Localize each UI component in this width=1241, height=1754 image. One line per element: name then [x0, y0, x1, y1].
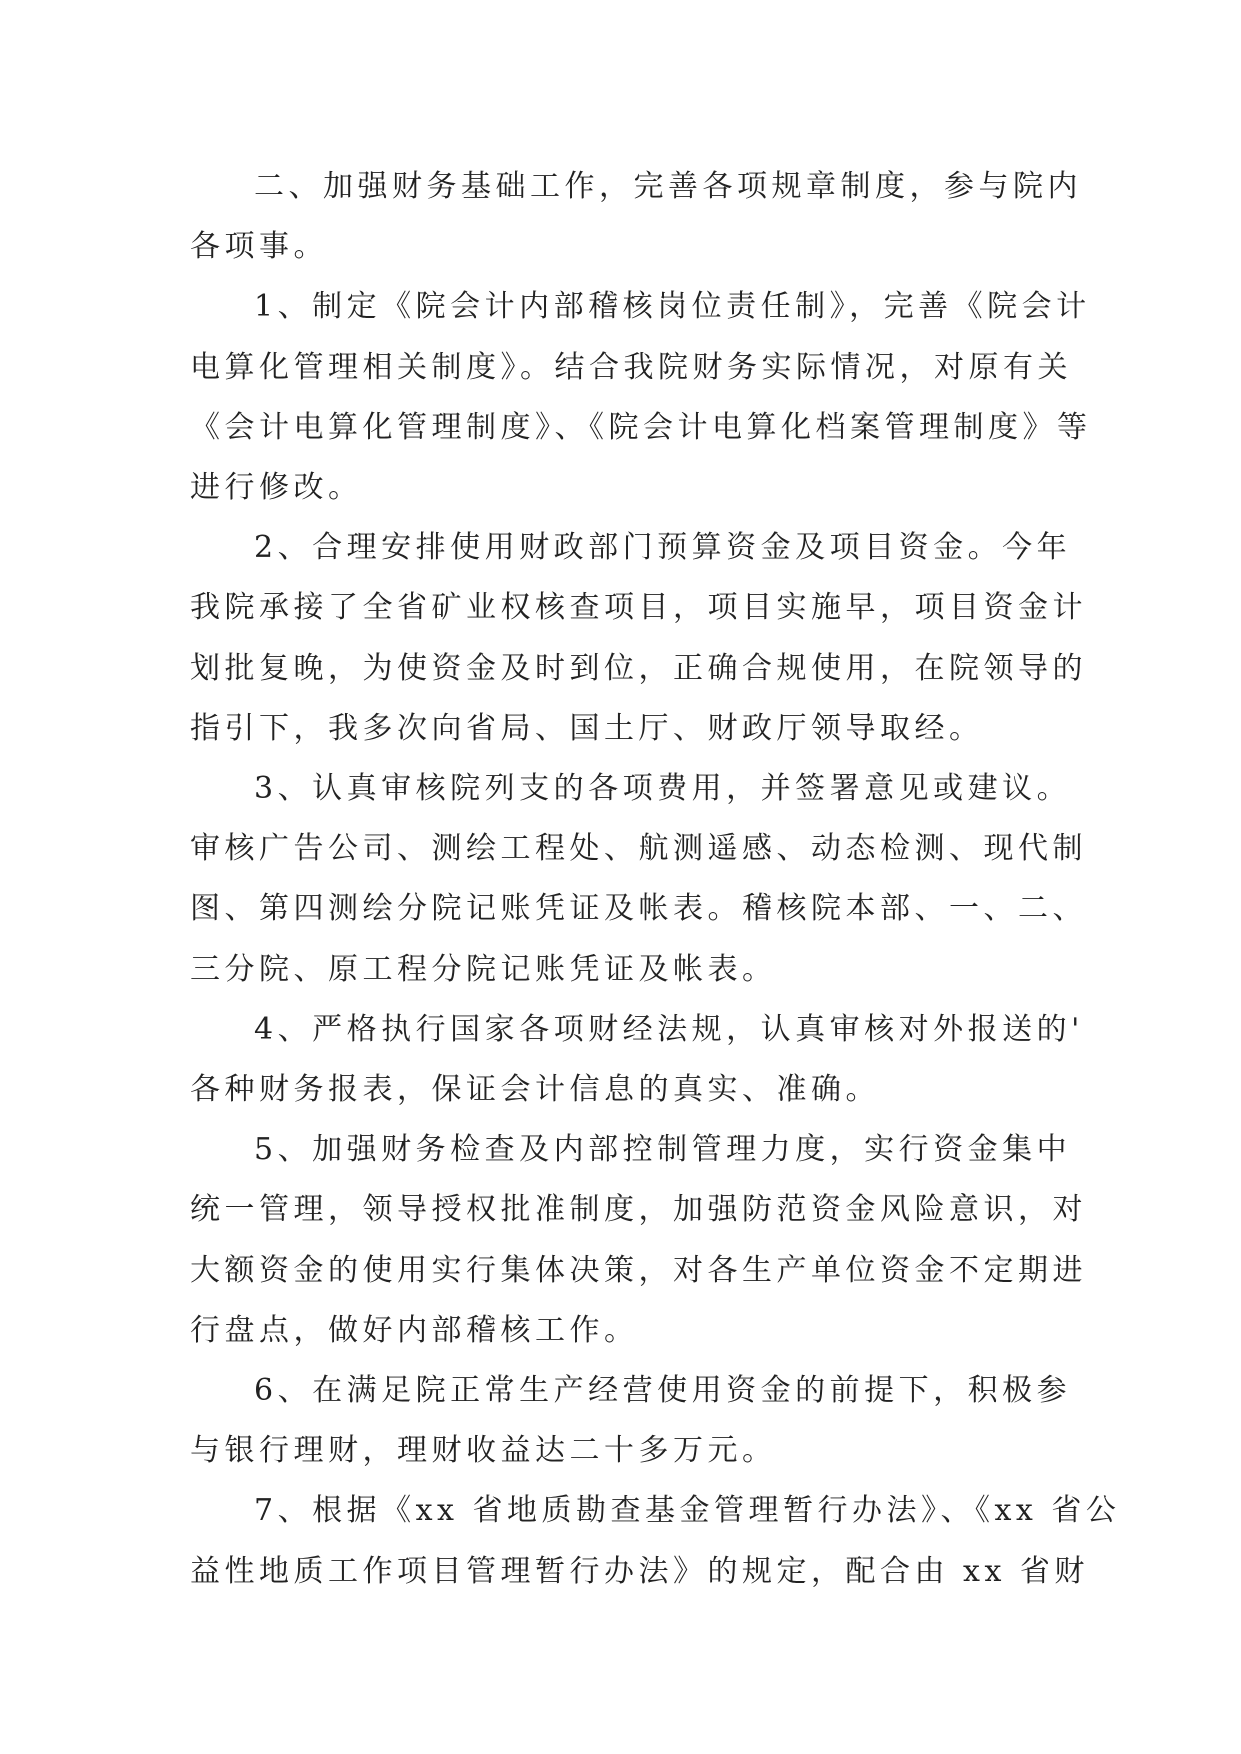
paragraph-item-3	[190, 759, 1087, 1000]
text-line: 6、在满足院正常生产经营使用资金的前提下，积极参	[254, 1373, 1072, 1409]
text-line: 图、第四测绘分院记账凭证及帐表。稽核院本部、一、二、	[190, 891, 1087, 927]
text-line: 二、加强财务基础工作，完善各项规章制度，参与院内	[254, 169, 1082, 204]
text-line: 各种财务报表，保证会计信息的真实、准确。	[190, 1072, 880, 1108]
paragraph-item-7	[190, 1481, 1121, 1601]
text-line: 7、根据《xx 省地质勘查基金管理暂行办法》、《xx 省公	[254, 1493, 1121, 1529]
text-line: 进行修改。	[190, 470, 363, 506]
text-line: 1、制定《院会计内部稽核岗位责任制》，完善《院会计	[254, 289, 1091, 325]
text-line: 审核广告公司、测绘工程处、航测遥感、动态检测、现代制	[190, 831, 1087, 867]
text-line: 与银行理财，理财收益达二十多万元。	[190, 1433, 777, 1469]
text-line: 我院承接了全省矿业权核查项目，项目实施早，项目资金计	[190, 590, 1087, 626]
text-line: 《会计电算化管理制度》、《院会计电算化档案管理制度》等	[190, 409, 1092, 445]
text-line: 5、加强财务检查及内部控制管理力度，实行资金集中	[254, 1132, 1072, 1168]
text-line: 各项事。	[190, 229, 328, 265]
text-line: 4、严格执行国家各项财经法规，认真审核对外报送的'	[254, 1011, 1084, 1047]
text-line: 益性地质工作项目管理暂行办法》的规定，配合由 xx 省财	[190, 1553, 1089, 1589]
paragraph-section-two-heading	[190, 157, 1082, 277]
text-line: 行盘点，做好内部稽核工作。	[190, 1312, 639, 1348]
text-line: 统一管理，领导授权批准制度，加强防范资金风险意识，对	[190, 1192, 1087, 1228]
document-body	[190, 157, 1121, 1602]
text-line: 划批复晚，为使资金及时到位，正确合规使用，在院领导的	[190, 650, 1087, 686]
text-line: 3、认真审核院列支的各项费用，并签署意见或建议。	[254, 771, 1072, 807]
paragraph-item-6	[190, 1361, 1072, 1481]
text-line: 三分院、原工程分院记账凭证及帐表。	[190, 951, 777, 987]
paragraph-item-1	[190, 277, 1092, 518]
text-line: 指引下，我多次向省局、国土厅、财政厅领导取经。	[190, 710, 984, 746]
paragraph-item-2	[190, 518, 1087, 759]
text-line: 电算化管理相关制度》。结合我院财务实际情况，对原有关	[190, 349, 1072, 385]
text-line: 2、合理安排使用财政部门预算资金及项目资金。今年	[254, 530, 1072, 566]
paragraph-item-5	[190, 1120, 1087, 1361]
text-line: 大额资金的使用实行集体决策，对各生产单位资金不定期进	[190, 1252, 1087, 1288]
paragraph-item-4	[190, 1000, 1084, 1120]
